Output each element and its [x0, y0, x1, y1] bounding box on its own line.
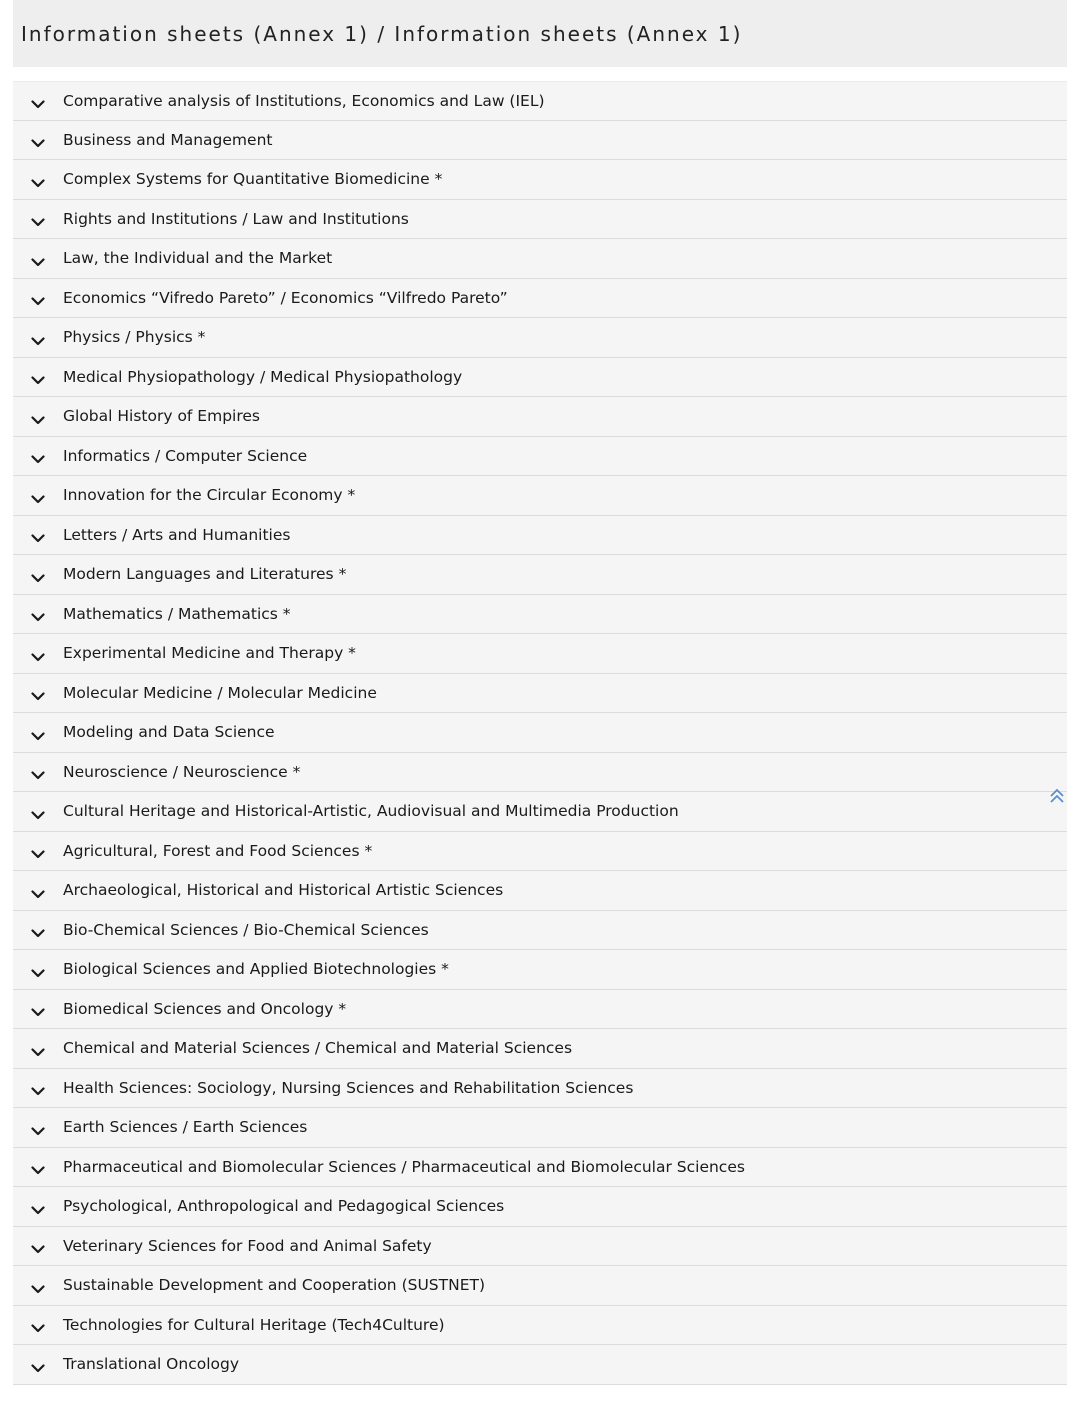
accordion-item[interactable]	[13, 792, 1067, 832]
accordion-item[interactable]	[13, 713, 1067, 753]
accordion-item[interactable]	[13, 1345, 1067, 1385]
chevron-down-icon[interactable]	[13, 171, 63, 188]
accordion-item-label: Mathematics / Mathematics *	[63, 604, 291, 623]
accordion-item[interactable]	[13, 1148, 1067, 1188]
accordion-item-label: Rights and Institutions / Law and Institutions	[63, 209, 409, 228]
accordion-item-label: Veterinary Sciences for Food and Animal Safety	[63, 1236, 432, 1255]
accordion-item-label: Agricultural, Forest and Food Sciences *	[63, 841, 373, 860]
chevron-down-icon[interactable]	[13, 92, 63, 109]
accordion-item[interactable]	[13, 121, 1067, 161]
accordion-item-label: Chemical and Material Sciences / Chemical and Material Sciences	[63, 1039, 573, 1058]
chevron-down-icon[interactable]	[13, 408, 63, 425]
accordion-item-label: Law, the Individual and the Market	[63, 249, 333, 268]
accordion-item-label: Psychological, Anthropological and Pedagogical Sciences	[63, 1197, 505, 1216]
accordion-item[interactable]	[13, 674, 1067, 714]
accordion-item-label: Sustainable Development and Cooperation (SUSTNET)	[63, 1276, 486, 1295]
accordion-item[interactable]	[13, 279, 1067, 319]
chevron-down-icon[interactable]	[13, 1079, 63, 1096]
accordion-item-label: Archaeological, Historical and Historical Artistic Sciences	[63, 881, 504, 900]
accordion-item[interactable]	[13, 595, 1067, 635]
chevron-down-icon[interactable]	[13, 250, 63, 267]
accordion-item[interactable]	[13, 871, 1067, 911]
chevron-down-icon[interactable]	[13, 961, 63, 978]
accordion-list	[13, 81, 1067, 1385]
accordion-item-label: Complex Systems for Quantitative Biomedicine *	[63, 170, 443, 189]
accordion-item-label: Pharmaceutical and Biomolecular Sciences / Pharmaceutical and Biomolecular Sciences	[63, 1157, 745, 1176]
accordion-item-label: Health Sciences: Sociology, Nursing Sciences and Rehabilitation Sciences	[63, 1078, 634, 1097]
chevron-down-icon[interactable]	[13, 803, 63, 820]
accordion-item[interactable]	[13, 200, 1067, 240]
chevron-down-icon[interactable]	[13, 882, 63, 899]
accordion-item-label: Technologies for Cultural Heritage (Tech4Culture)	[63, 1315, 445, 1334]
accordion-item[interactable]	[13, 1029, 1067, 1069]
chevron-down-icon[interactable]	[13, 1119, 63, 1136]
chevron-down-icon[interactable]	[13, 368, 63, 385]
accordion-item[interactable]	[13, 81, 1067, 121]
accordion-item-label: Neuroscience / Neuroscience *	[63, 762, 301, 781]
chevron-down-icon[interactable]	[13, 1198, 63, 1215]
accordion-item-label: Medical Physiopathology / Medical Physiopathology	[63, 367, 463, 386]
accordion-item[interactable]	[13, 1069, 1067, 1109]
accordion-item[interactable]	[13, 318, 1067, 358]
accordion-item[interactable]	[13, 358, 1067, 398]
accordion-item[interactable]	[13, 1306, 1067, 1346]
accordion-item-label: Biomedical Sciences and Oncology *	[63, 999, 347, 1018]
chevron-down-icon[interactable]	[13, 1000, 63, 1017]
accordion-item-label: Modern Languages and Literatures *	[63, 565, 347, 584]
accordion-item-label: Informatics / Computer Science	[63, 446, 308, 465]
accordion-item[interactable]	[13, 397, 1067, 437]
accordion-item[interactable]	[13, 476, 1067, 516]
accordion-item-label: Translational Oncology	[63, 1355, 240, 1374]
chevron-down-icon[interactable]	[13, 487, 63, 504]
section-title: Information sheets (Annex 1) / Information sheets (Annex 1)	[21, 21, 743, 46]
chevron-down-icon[interactable]	[13, 1237, 63, 1254]
chevron-down-icon[interactable]	[13, 1277, 63, 1294]
accordion-item[interactable]	[13, 1227, 1067, 1267]
accordion-item-label: Experimental Medicine and Therapy *	[63, 644, 356, 663]
accordion-item-label: Earth Sciences / Earth Sciences	[63, 1118, 308, 1137]
accordion-item-label: Business and Management	[63, 130, 273, 149]
accordion-item-label: Innovation for the Circular Economy *	[63, 486, 356, 505]
chevron-down-icon[interactable]	[13, 605, 63, 622]
chevron-down-icon[interactable]	[13, 684, 63, 701]
accordion-item-label: Bio-Chemical Sciences / Bio-Chemical Sciences	[63, 920, 429, 939]
accordion-item-label: Physics / Physics *	[63, 328, 206, 347]
accordion-item[interactable]	[13, 990, 1067, 1030]
accordion-item[interactable]	[13, 950, 1067, 990]
accordion-item-label: Molecular Medicine / Molecular Medicine	[63, 683, 377, 702]
chevron-down-icon[interactable]	[13, 1356, 63, 1373]
chevron-down-icon[interactable]	[13, 210, 63, 227]
accordion-item-label: Biological Sciences and Applied Biotechnologies *	[63, 960, 449, 979]
accordion-item-label: Modeling and Data Science	[63, 723, 275, 742]
accordion-item[interactable]	[13, 555, 1067, 595]
chevron-down-icon[interactable]	[13, 763, 63, 780]
accordion-item[interactable]	[13, 516, 1067, 556]
section-header	[13, 0, 1067, 67]
chevron-down-icon[interactable]	[13, 1158, 63, 1175]
accordion-item-label: Economics “Vifredo Pareto” / Economics “Vilfredo Pareto”	[63, 288, 508, 307]
accordion-item[interactable]	[13, 160, 1067, 200]
accordion-item[interactable]	[13, 239, 1067, 279]
chevron-down-icon[interactable]	[13, 566, 63, 583]
accordion-item[interactable]	[13, 1187, 1067, 1227]
accordion-item-label: Letters / Arts and Humanities	[63, 525, 291, 544]
accordion-item[interactable]	[13, 911, 1067, 951]
accordion-item[interactable]	[13, 1108, 1067, 1148]
chevron-down-icon[interactable]	[13, 329, 63, 346]
chevron-down-icon[interactable]	[13, 842, 63, 859]
accordion-item[interactable]	[13, 634, 1067, 674]
chevron-down-icon[interactable]	[13, 921, 63, 938]
chevron-down-icon[interactable]	[13, 1040, 63, 1057]
accordion-item[interactable]	[13, 437, 1067, 477]
accordion-item-label: Comparative analysis of Institutions, Economics and Law (IEL)	[63, 91, 545, 110]
accordion-item-label: Cultural Heritage and Historical-Artistic, Audiovisual and Multimedia Production	[63, 802, 679, 821]
chevron-down-icon[interactable]	[13, 447, 63, 464]
accordion-item-label: Global History of Empires	[63, 407, 260, 426]
chevron-down-icon[interactable]	[13, 526, 63, 543]
chevron-down-icon[interactable]	[13, 724, 63, 741]
chevron-down-icon[interactable]	[13, 645, 63, 662]
chevron-down-icon[interactable]	[13, 131, 63, 148]
accordion-item[interactable]	[13, 1266, 1067, 1306]
accordion-item[interactable]	[13, 832, 1067, 872]
double-chevron-up-icon	[1048, 787, 1066, 805]
accordion-item[interactable]	[13, 753, 1067, 793]
scroll-to-top-button[interactable]	[1048, 787, 1066, 805]
chevron-down-icon[interactable]	[13, 289, 63, 306]
chevron-down-icon[interactable]	[13, 1316, 63, 1333]
